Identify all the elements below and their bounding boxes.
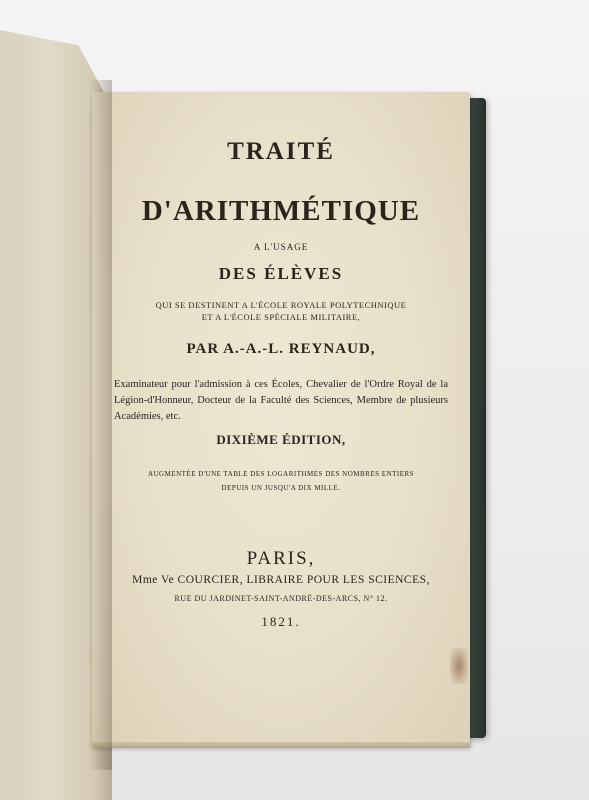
imprint-publisher: Mme Ve COURCIER, LIBRAIRE POUR LES SCIENCES, bbox=[132, 574, 430, 586]
subtitle-eleves: DES ÉLÈVES bbox=[218, 264, 344, 283]
edition-line: DIXIÈME ÉDITION, bbox=[216, 432, 346, 447]
title-arithmetique: D'ARITHMÉTIQUE bbox=[141, 195, 421, 227]
subtitle-destinent-2: ET A L'ÉCOLE SPÉCIALE MILITAIRE, bbox=[201, 312, 361, 322]
subtitle-usage: A L'USAGE bbox=[253, 242, 309, 252]
author-credentials: Examinateur pour l'admission à ces Écoles, Chevalier de l'Ordre Royal de la Légion-d'Honneur, Docteur de la Faculté des Sciences, Membre de plusieurs Académies, etc. bbox=[114, 379, 448, 422]
imprint-address: RUE DU JARDINET-SAINT-ANDRÉ-DES-ARCS, N° 12. bbox=[174, 594, 388, 603]
gutter-shadow bbox=[88, 80, 112, 770]
subtitle-destinent-1: QUI SE DESTINENT A L'ÉCOLE ROYALE POLYTECHNIQUE bbox=[155, 300, 407, 310]
imprint-city: PARIS, bbox=[246, 548, 316, 569]
imprint-year: 1821. bbox=[261, 614, 301, 629]
author-line: PAR A.-A.-L. REYNAUD, bbox=[186, 341, 376, 357]
page-bottom-edge bbox=[92, 742, 470, 748]
augmentee-line-2: DEPUIS UN JUSQU'A DIX MILLE. bbox=[221, 484, 341, 492]
augmentee-line-1: AUGMENTÉE D'UNE TABLE DES LOGARITHMES DES NOMBRES ENTIERS bbox=[147, 470, 415, 478]
paper-stain bbox=[450, 648, 468, 684]
title-traite: TRAITÉ bbox=[227, 138, 335, 165]
